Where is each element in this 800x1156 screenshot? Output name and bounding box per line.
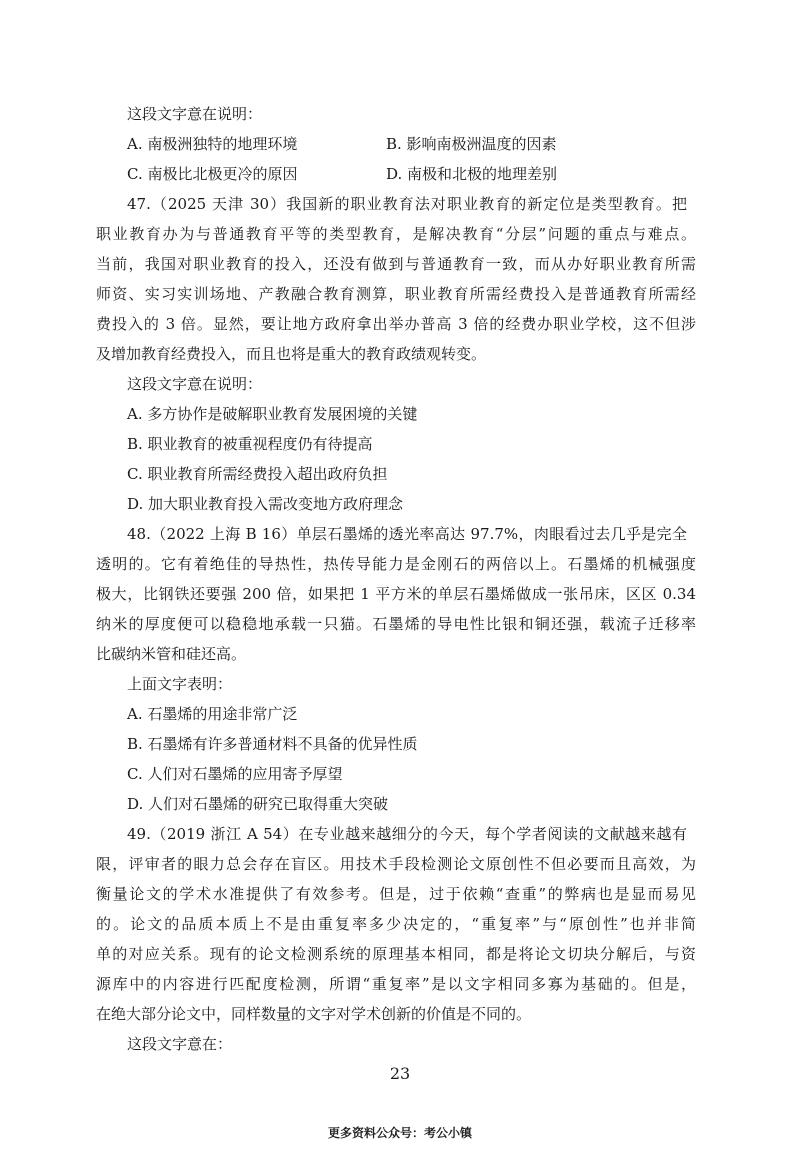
q49-line: 49.（2019 浙江 A 54）在专业越来越细分的今天，每个学者阅读的文献越来越有 [127,825,687,843]
q46-option-d: D. 南极和北极的地理差别 [386,165,558,183]
q46-stem: 这段文字意在说明： [127,105,263,123]
q48-line: 比碳纳米管和硅还高。 [96,645,247,663]
q47-line: 职业教育办为与普通教育平等的类型教育，是解决教育“分层”问题的重点与难点。 [96,225,696,243]
q47-stem: 这段文字意在说明： [127,375,263,393]
q48-option: A. 石墨烯的用途非常广泛 [127,705,298,723]
q49-line: 限，评审者的眼力总会存在盲区。用技术手段检测论文原创性不但必要而且高效，为 [96,855,696,873]
q47-option: D. 加大职业教育投入需改变地方政府理念 [127,495,404,513]
q49-line: 在绝大部分论文中，同样数量的文字对学术创新的价值是不同的。 [96,1005,532,1023]
q47-line: 及增加教育经费投入，而且也将是重大的教育政绩观转变。 [96,345,487,363]
q48-option: B. 石墨烯有许多普通材料不具备的优异性质 [127,735,418,753]
q47-line: 47.（2025 天津 30）我国新的职业教育法对职业教育的新定位是类型教育。把 [127,195,687,213]
q48-option: C. 人们对石墨烯的应用寄予厚望 [127,765,343,783]
q48-line: 纳米的厚度便可以稳稳地承载一只猫。石墨烯的导电性比银和铜还强，载流子迁移率 [96,615,696,633]
q47-line: 师资、实习实训场地、产教融合教育测算，职业教育所需经费投入是普通教育所需经 [96,285,696,303]
q47-line: 费投入的 3 倍。显然，要让地方政府拿出举办普高 3 倍的经费办职业学校，这不但涉 [96,315,696,333]
q46-option-a: A. 南极洲独特的地理环境 [127,135,298,153]
q49-line: 源库中的内容进行匹配度检测，所谓“重复率”是以文字相同多寡为基础的。但是， [96,975,696,993]
q49-line: 单的对应关系。现有的论文检测系统的原理基本相同，都是将论文切块分解后，与资 [96,945,696,963]
q46-option-c: C. 南极比北极更冷的原因 [127,165,298,183]
q48-line: 48.（2022 上海 B 16）单层石墨烯的透光率高达 97.7%，肉眼看过去几乎是完全 [127,525,687,543]
q49-line: 衡量论文的学术水准提供了有效参考。但是，过于依赖“查重”的弊病也是显而易见 [96,885,696,903]
q48-line: 透明的。它有着绝佳的导热性，热传导能力是金刚石的两倍以上。石墨烯的机械强度 [96,555,696,573]
q49-line: 的。论文的品质本质上不是由重复率多少决定的，“重复率”与“原创性”也并非简 [96,915,696,933]
q47-option: B. 职业教育的被重视程度仍有待提高 [127,435,373,453]
q48-option: D. 人们对石墨烯的研究已取得重大突破 [127,795,389,813]
q49-stem: 这段文字意在： [127,1035,233,1053]
q48-stem: 上面文字表明： [127,675,233,693]
q47-line: 当前，我国对职业教育的投入，还没有做到与普通教育一致，而从办好职业教育所需 [96,255,696,273]
q47-option: A. 多方协作是破解职业教育发展困境的关键 [127,405,418,423]
q48-line: 极大，比钢铁还要强 200 倍，如果把 1 平方米的单层石墨烯做成一张吊床，区区 0.34 [96,585,696,603]
q47-option: C. 职业教育所需经费投入超出政府负担 [127,465,388,483]
q46-option-b: B. 影响南极洲温度的因素 [386,135,557,153]
page-number: 23 [389,1064,411,1083]
footer-watermark: 更多资料公众号：考公小镇 [327,1126,472,1140]
